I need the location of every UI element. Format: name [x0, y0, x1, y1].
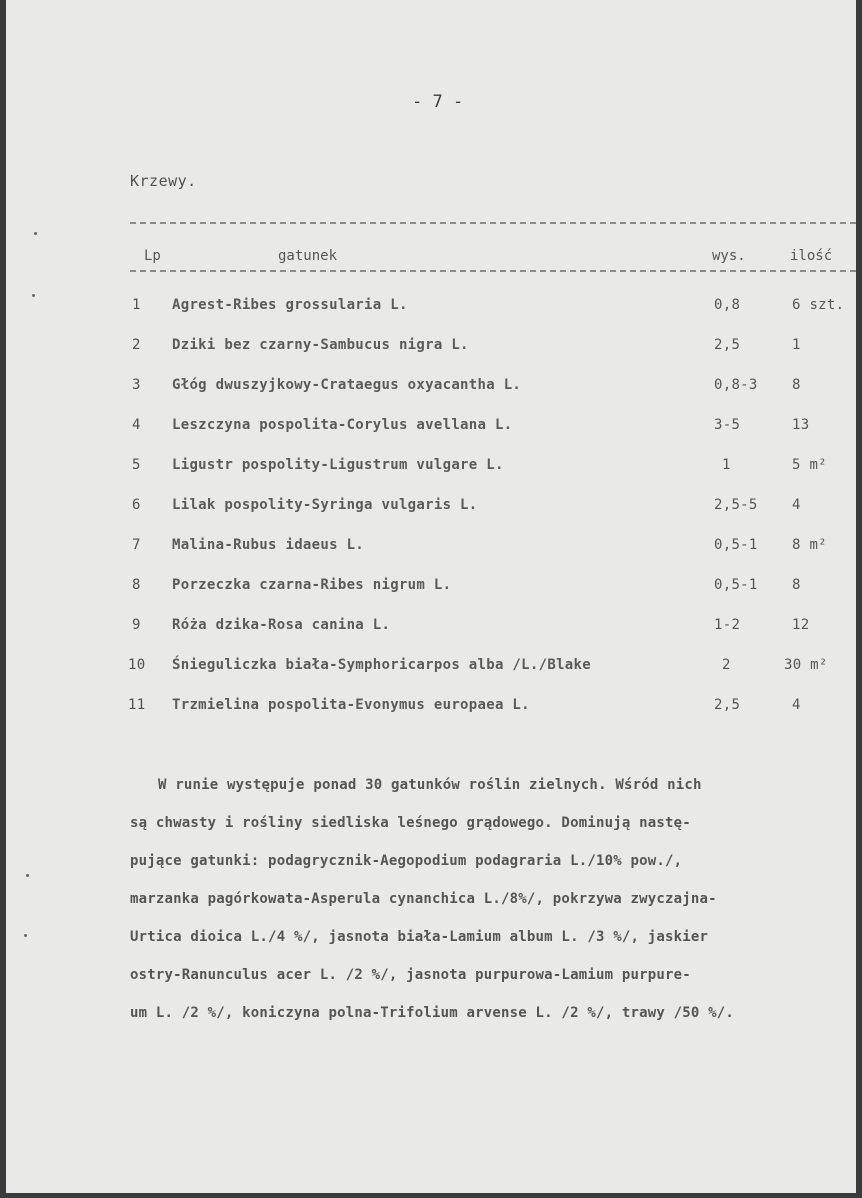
header-quantity: ilość: [790, 248, 833, 264]
row-number: 10: [128, 657, 146, 673]
row-quantity: 4: [792, 497, 801, 513]
margin-mark: [32, 294, 35, 297]
row-species: Malina-Rubus idaeus L.: [172, 537, 365, 553]
row-species: Głóg dwuszyjkowy-Crataegus oxyacantha L.: [172, 377, 522, 393]
row-height: 0,8-3: [714, 377, 758, 393]
row-height: 2,5: [714, 697, 741, 713]
row-species: Ligustr pospolity-Ligustrum vulgare L.: [172, 457, 504, 473]
row-number: 2: [132, 337, 141, 353]
row-height: 0,5-1: [714, 577, 758, 593]
row-species: Agrest-Ribes grossularia L.: [172, 297, 408, 313]
row-number: 1: [132, 297, 141, 313]
row-height: 3-5: [714, 417, 741, 433]
row-quantity: 8 m²: [792, 537, 827, 553]
row-number: 7: [132, 537, 141, 553]
row-height: 1-2: [714, 617, 741, 633]
row-species: Śnieguliczka biała-Symphoricarpos alba /L./Blake: [172, 657, 591, 673]
row-quantity: 12: [792, 617, 810, 633]
row-quantity: 6 szt.: [792, 297, 845, 313]
row-quantity: 30 m²: [784, 657, 828, 673]
row-height: 2,5-5: [714, 497, 758, 513]
row-number: 9: [132, 617, 141, 633]
row-height: 0,8: [714, 297, 741, 313]
header-species: gatunek: [278, 248, 338, 264]
paragraph-line: Urtica dioica L./4 %/, jasnota biała-Lamium album L. /3 %/, jaskier: [130, 929, 709, 945]
row-number: 4: [132, 417, 141, 433]
row-quantity: 13: [792, 417, 810, 433]
row-height: 1: [722, 457, 731, 473]
margin-mark: [24, 934, 27, 937]
row-number: 3: [132, 377, 141, 393]
header-lp: Lp: [144, 248, 161, 264]
row-species: Trzmielina pospolita-Evonymus europaea L.: [172, 697, 530, 713]
header-height: wys.: [712, 248, 746, 264]
row-number: 8: [132, 577, 141, 593]
paragraph-line: W runie występuje ponad 30 gatunków roślin zielnych. Wśród nich: [158, 777, 702, 793]
table-header-rule: [130, 270, 856, 272]
row-number: 6: [132, 497, 141, 513]
row-quantity: 5 m²: [792, 457, 827, 473]
paragraph-line: są chwasty i rośliny siedliska leśnego grądowego. Dominują nastę-: [130, 815, 691, 831]
row-number: 5: [132, 457, 141, 473]
row-number: 11: [128, 697, 146, 713]
row-species: Leszczyna pospolita-Corylus avellana L.: [172, 417, 513, 433]
page-number: - 7 -: [412, 92, 464, 112]
row-height: 2: [722, 657, 731, 673]
paragraph-line: ostry-Ranunculus acer L. /2 %/, jasnota purpurowa-Lamium purpure-: [130, 967, 691, 983]
row-quantity: 8: [792, 577, 801, 593]
margin-mark: [34, 232, 37, 235]
paragraph-line: marzanka pagórkowata-Asperula cynanchica L./8%/, pokrzywa zwyczajna-: [130, 891, 717, 907]
row-species: Dziki bez czarny-Sambucus nigra L.: [172, 337, 469, 353]
section-title: Krzewy.: [130, 172, 197, 190]
margin-mark: [26, 874, 29, 877]
table-top-rule: [130, 222, 856, 224]
row-species: Porzeczka czarna-Ribes nigrum L.: [172, 577, 452, 593]
row-quantity: 1: [792, 337, 801, 353]
row-height: 2,5: [714, 337, 741, 353]
row-quantity: 8: [792, 377, 801, 393]
paragraph-line: um L. /2 %/, koniczyna polna-Trifolium arvense L. /2 %/, trawy /50 %/.: [130, 1005, 735, 1021]
paragraph-line: pujące gatunki: podagrycznik-Aegopodium podagraria L./10% pow./,: [130, 853, 683, 869]
row-species: Róża dzika-Rosa canina L.: [172, 617, 391, 633]
row-species: Lilak pospolity-Syringa vulgaris L.: [172, 497, 478, 513]
document-page: [6, 0, 856, 1193]
row-height: 0,5-1: [714, 537, 758, 553]
row-quantity: 4: [792, 697, 801, 713]
